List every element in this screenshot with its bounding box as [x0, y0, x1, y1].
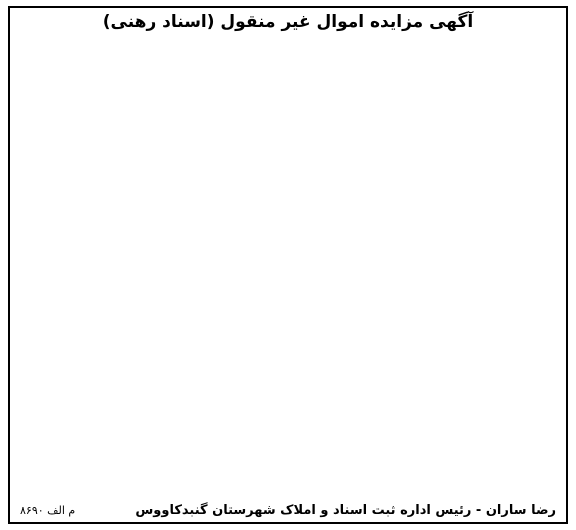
notice-number: م الف ۸۶۹۰	[20, 504, 76, 517]
notice-body	[16, 36, 560, 500]
auction-notice	[8, 6, 568, 524]
notice-heading: آگهی مزایده اموال غیر منقول (اسناد رهنی)	[102, 12, 474, 32]
notice-signature: رضا ساران - رئیس اداره ثبت اسناد و املاک شهرستان گنبدکاووس	[135, 503, 556, 518]
